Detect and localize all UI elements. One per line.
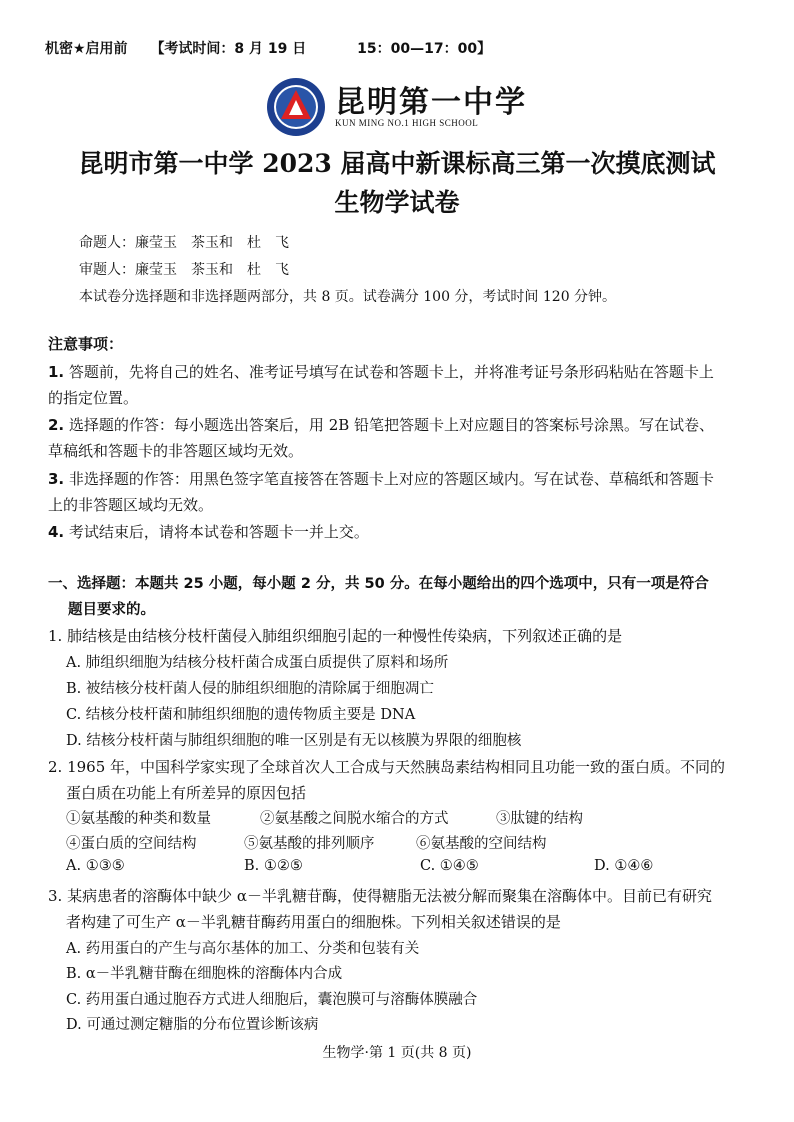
note-3 xyxy=(48,468,714,489)
note-3-cont: 上的非答题区域均无效。 xyxy=(48,496,214,514)
note-number: 1. xyxy=(48,363,65,381)
school-logo xyxy=(265,76,527,138)
note-text: 答题前，先将自己的姓名、准考证号填写在试卷和答题卡上，并将准考证号条形码粘贴在答题卡上 xyxy=(68,363,714,381)
exam-info: 本试卷分选择题和非选择题两部分，共 8 页。试卷满分 100 分，考试时间 120 分钟。 xyxy=(79,289,617,305)
note-number: 3. xyxy=(48,470,65,488)
question-2-item-1: ①氨基酸的种类和数量 xyxy=(66,811,211,827)
school-emblem-icon xyxy=(265,76,327,138)
note-text: 考试结束后，请将本试卷和答题卡一并上交。 xyxy=(68,523,369,541)
note-1 xyxy=(48,361,714,382)
note-2 xyxy=(48,414,714,435)
exam-title: 昆明市第一中学 2023 届高中新课标高三第一次摸底测试 xyxy=(78,149,716,178)
note-number: 2. xyxy=(48,416,65,434)
question-2-option-a: A. ①③⑤ xyxy=(66,858,125,874)
section-heading: 一、选择题：本题共 25 小题，每小题 2 分，共 50 分。在每小题给出的四个选项中，只有一项是符合 xyxy=(48,576,709,592)
school-name-en: KUN MING NO.1 HIGH SCHOOL xyxy=(335,118,479,128)
section-heading-cont: 题目要求的。 xyxy=(68,602,155,618)
question-2-item-6: ⑥氨基酸的空间结构 xyxy=(416,836,547,852)
question-1-option-c: C. 结核分枝杆菌和肺组织细胞的遗传物质主要是 DNA xyxy=(66,707,416,723)
question-2-option-b: B. ①②⑤ xyxy=(244,858,303,874)
question-3-option-c: C. 药用蛋白通过胞吞方式进人细胞后，囊泡膜可与溶酶体膜融合 xyxy=(66,992,478,1008)
question-2-item-4: ④蛋白质的空间结构 xyxy=(66,836,197,852)
exam-clock: 15：00—17：00】 xyxy=(357,41,492,57)
note-text: 选择题的作答：每小题选出答案后，用 2B 铅笔把答题卡上对应题目的答案标号涂黑。写在试卷、 xyxy=(68,416,715,434)
school-name-cn: 昆明第一中学 xyxy=(335,85,527,120)
question-1-stem: 1. 肺结核是由结核分枝杆菌侵入肺组织细胞引起的一种慢性传染病，下列叙述正确的是 xyxy=(48,627,623,645)
question-2-item-5: ⑤氨基酸的排列顺序 xyxy=(244,836,375,852)
question-2-stem: 2. 1965 年，中国科学家实现了全球首次人工合成与天然胰岛素结构相同且功能一致的蛋白质。不同的 xyxy=(48,758,726,776)
setters-line: 命题人：廉莹玉 茶玉和 杜 飞 xyxy=(79,235,289,251)
note-text: 非选择题的作答：用黑色签字笔直接答在答题卡上对应的答题区域内。写在试卷、草稿纸和答题卡 xyxy=(68,470,714,488)
question-3-stem-cont: 者构建了可生产 α－半乳糖苷酶药用蛋白的细胞株。下列相关叙述错误的是 xyxy=(66,913,561,931)
exam-subject: 生物学试卷 xyxy=(334,188,460,217)
notes-heading: 注意事项： xyxy=(48,335,124,353)
question-2-stem-cont: 蛋白质在功能上有所差异的原因包括 xyxy=(66,784,307,802)
question-1-option-b: B. 被结核分枝杆菌人侵的肺组织细胞的清除属于细胞凋亡 xyxy=(66,681,434,697)
exam-header xyxy=(45,38,497,58)
question-1-option-d: D. 结核分枝杆菌与肺组织细胞的唯一区别是有无以核膜为界限的细胞核 xyxy=(66,733,522,749)
question-3-option-a: A. 药用蛋白的产生与高尔基体的加工、分类和包装有关 xyxy=(66,941,420,957)
question-3-option-d: D. 可通过测定糖脂的分布位置诊断该病 xyxy=(66,1017,319,1033)
note-4 xyxy=(48,521,369,542)
question-2-item-2: ②氨基酸之间脱水缩合的方式 xyxy=(260,811,449,827)
reviewers-line: 审题人：廉莹玉 茶玉和 杜 飞 xyxy=(79,262,289,278)
question-1-option-a: A. 肺组织细胞为结核分枝杆菌合成蛋白质提供了原料和场所 xyxy=(66,655,449,671)
question-2-option-d: D. ①④⑥ xyxy=(594,858,654,874)
question-3-option-b: B. α－半乳糖苷酶在细胞株的溶酶体内合成 xyxy=(66,966,343,982)
confidential-label: 机密★启用前 xyxy=(45,41,128,57)
note-1-cont: 的指定位置。 xyxy=(48,389,139,407)
note-number: 4. xyxy=(48,523,65,541)
page-footer: 生物学·第 1 页(共 8 页) xyxy=(322,1045,472,1061)
question-3-stem: 3. 某病患者的溶酶体中缺少 α－半乳糖苷酶，使得糖脂无法被分解而聚集在溶酶体中。目前已有研究 xyxy=(48,887,712,905)
question-2-item-3: ③肽键的结构 xyxy=(496,811,583,827)
question-2-option-c: C. ①④⑤ xyxy=(420,858,479,874)
exam-time: 【考试时间：8 月 19 日 xyxy=(150,41,307,57)
note-2-cont: 草稿纸和答题卡的非答题区域均无效。 xyxy=(48,442,304,460)
